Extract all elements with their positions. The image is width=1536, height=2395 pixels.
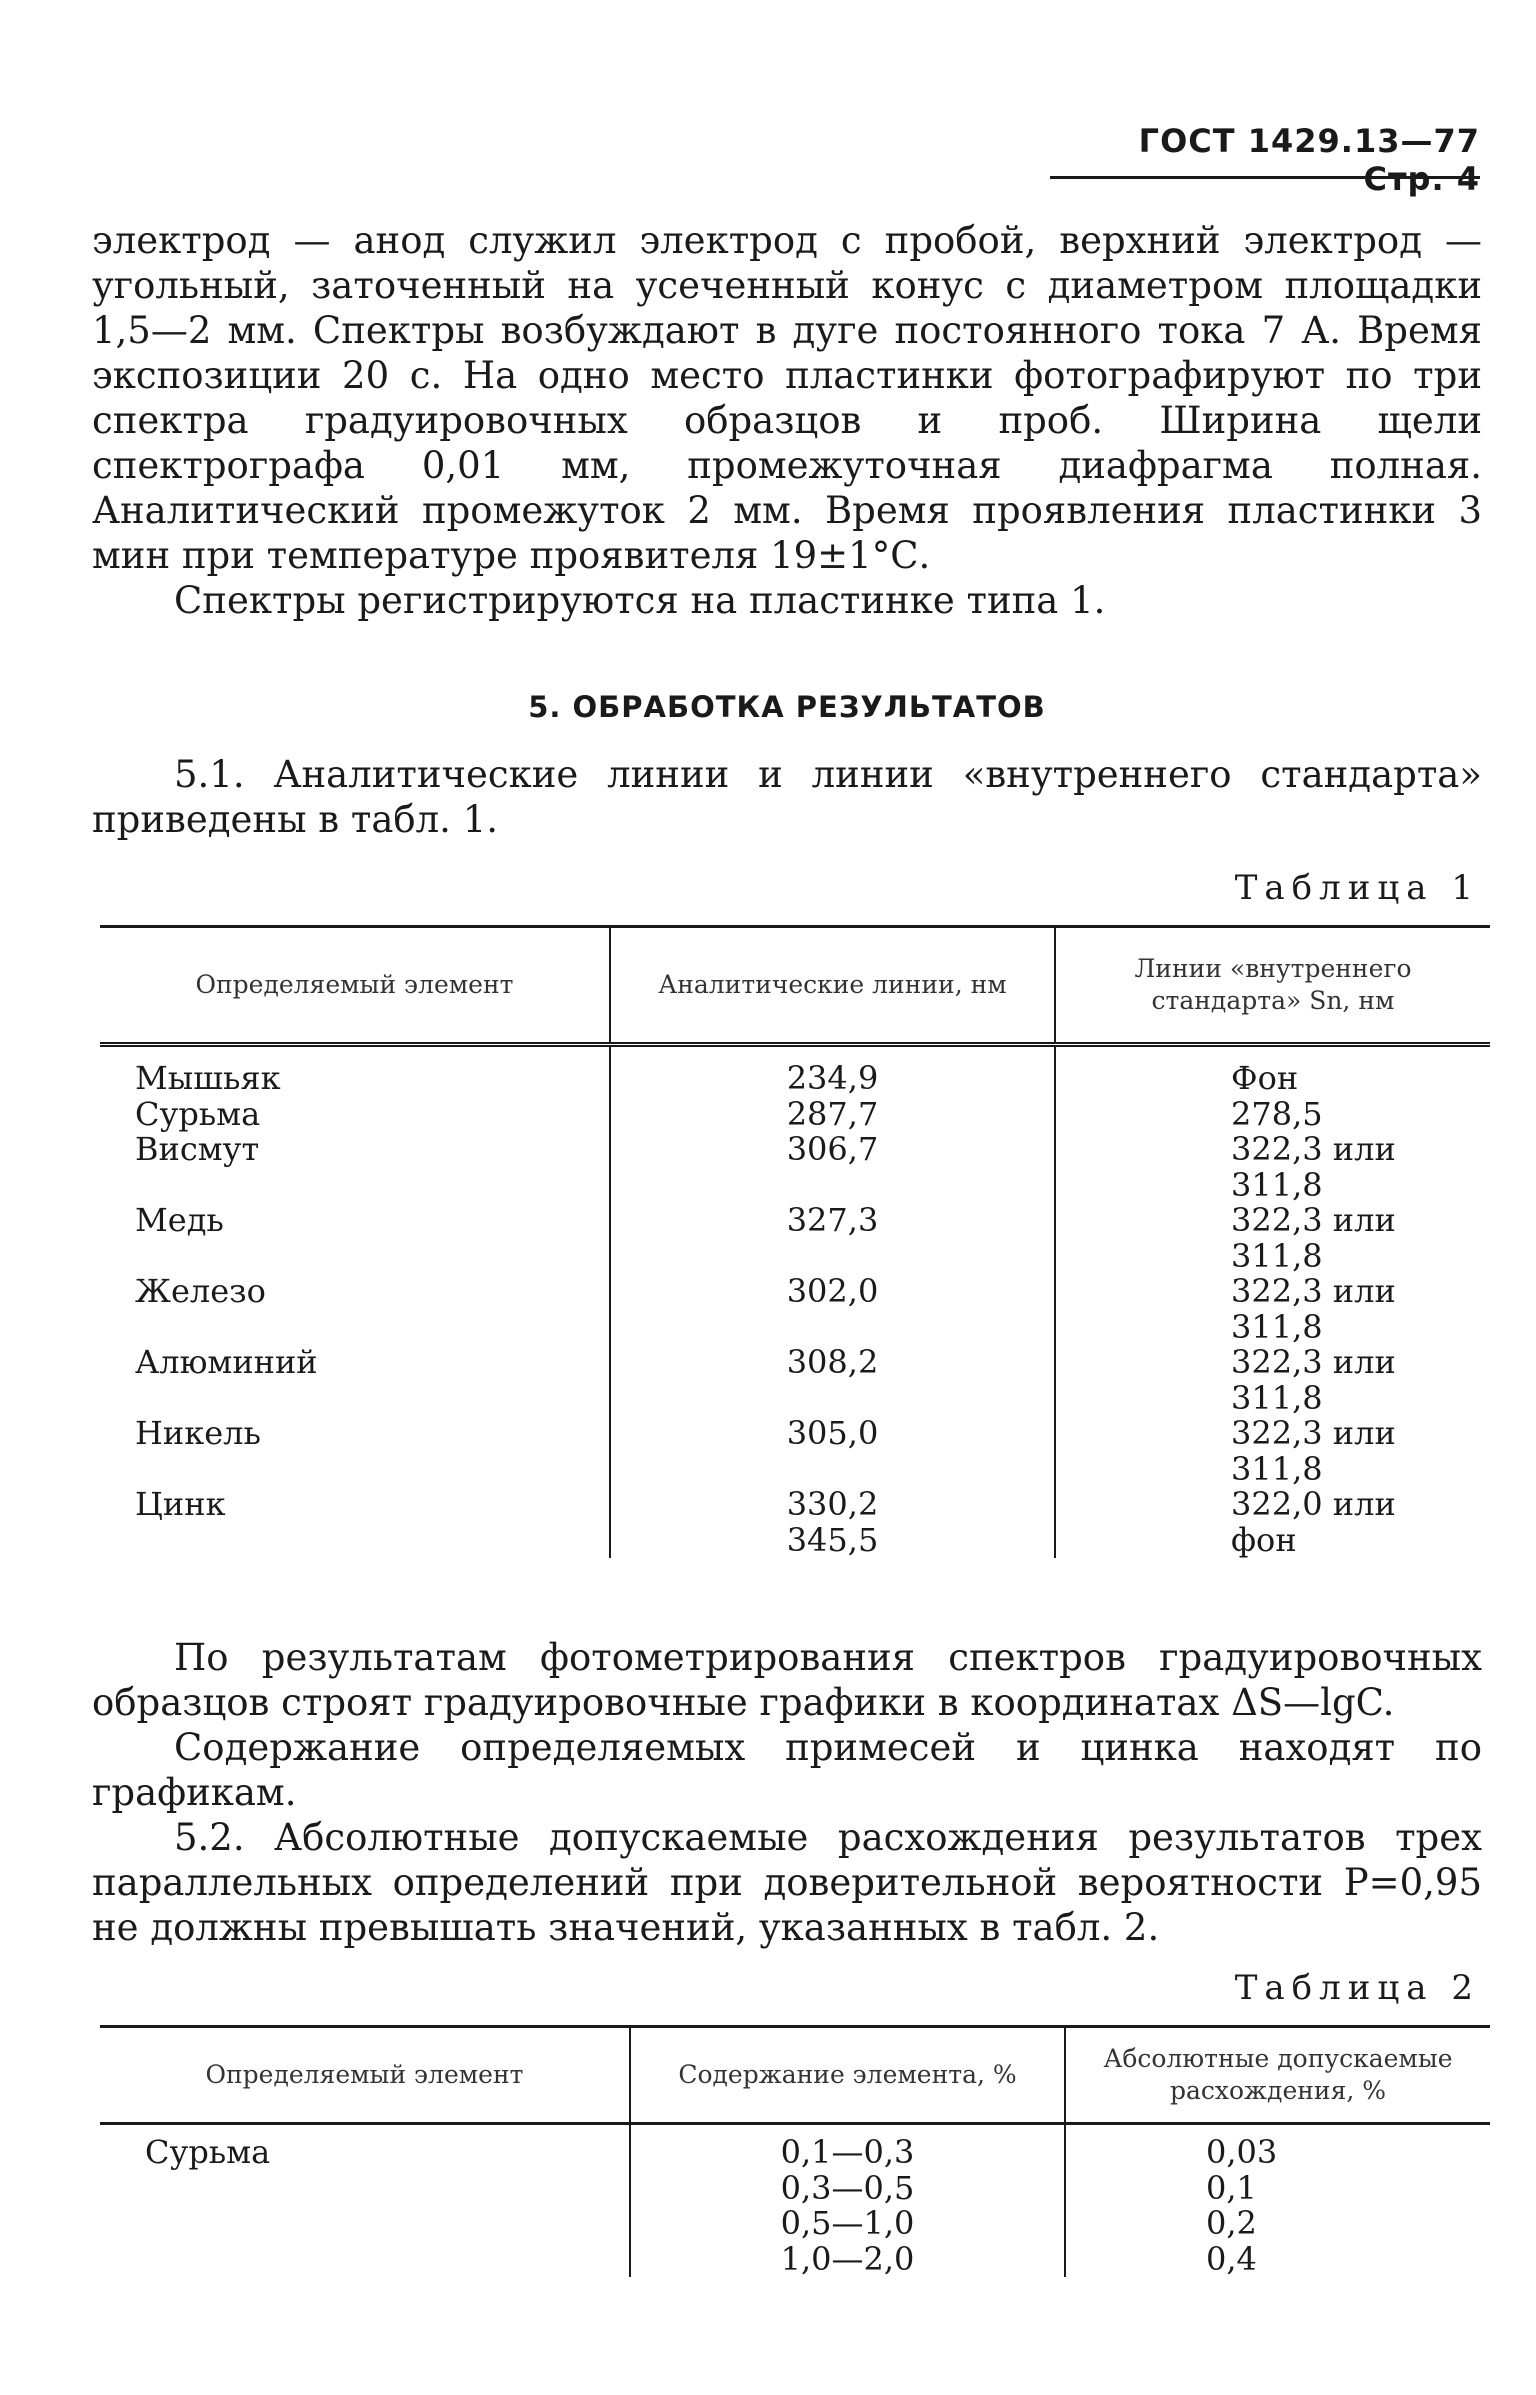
table-1-header-element: Определяемый элемент <box>195 970 514 999</box>
internal-standard-line: 322,3 или 311,8 <box>1055 1132 1490 1203</box>
table-1-caption: Таблица 1 <box>1234 868 1480 908</box>
table-1-header <box>100 927 1490 1045</box>
internal-standard-line: 278,5 <box>1055 1097 1490 1133</box>
analytical-line: 306,7 <box>610 1132 1055 1203</box>
element-name: Висмут <box>135 1130 260 1168</box>
table-row <box>100 1132 1490 1203</box>
analytical-line: 302,0 <box>610 1274 1055 1345</box>
element-name: Железо <box>135 1272 266 1310</box>
analytical-line: 327,3 <box>610 1203 1055 1274</box>
internal-standard-line: 322,3 или 311,8 <box>1055 1203 1490 1274</box>
element-name: Медь <box>135 1201 224 1239</box>
intro-block <box>92 218 1482 623</box>
internal-standard-line: 322,3 или 311,8 <box>1055 1416 1490 1487</box>
analytical-line: 234,9 <box>610 1045 1055 1097</box>
intro-paragraph-2: Спектры регистрируются на пластинке типа 1. <box>174 579 1106 622</box>
paragraph-content: Содержание определяемых примесей и цинка находят по графикам. <box>92 1726 1482 1814</box>
analytical-line: 305,0 <box>610 1416 1055 1487</box>
table-row <box>100 1045 1490 1097</box>
analytical-line: 330,2 345,5 <box>610 1487 1055 1558</box>
internal-standard-line: Фон <box>1055 1045 1490 1097</box>
internal-standard-line: 322,3 или 311,8 <box>1055 1274 1490 1345</box>
tolerance-value: 0,03 0,1 0,2 0,4 <box>1065 2124 1490 2278</box>
table-row <box>100 2124 1490 2278</box>
paragraph-calibration: По результатам фотометрирования спектров градуировочных образцов строят градуировочные графики в координатах ΔS—lgC. <box>92 1636 1482 1724</box>
after-table-1 <box>92 1635 1482 1950</box>
table-row <box>100 1345 1490 1416</box>
paragraph-5-2: 5.2. Абсолютные допускаемые расхождения результатов трех параллельных определений при доверительной вероятности P=0,95 не должны превышать значений, указанных в табл. 2. <box>92 1816 1482 1949</box>
analytical-line: 287,7 <box>610 1097 1055 1133</box>
table-row <box>100 1274 1490 1345</box>
analytical-line: 308,2 <box>610 1345 1055 1416</box>
table-1-header-lines: Аналитические линии, нм <box>610 927 1055 1045</box>
table-row <box>100 1203 1490 1274</box>
internal-standard-line: 322,3 или 311,8 <box>1055 1345 1490 1416</box>
element-name: Сурьма <box>135 1094 261 1133</box>
paragraph-5-1: 5.1. Аналитические линии и линии «внутреннего стандарта» приведены в табл. 1. <box>92 753 1482 841</box>
table-2-header-element: Определяемый элемент <box>205 2060 524 2089</box>
element-content-range: 0,1—0,3 0,3—0,5 0,5—1,0 1,0—2,0 <box>630 2124 1065 2278</box>
element-name: Мышьяк <box>135 1059 281 1097</box>
section-title: 5. ОБРАБОТКА РЕЗУЛЬТАТОВ <box>528 690 1046 724</box>
table-2-header-content: Содержание элемента, % <box>630 2027 1065 2124</box>
table-2-header-tolerance: Абсолютные допускаемые расхождения, % <box>1065 2027 1490 2124</box>
table-2-caption: Таблица 2 <box>1234 1968 1480 2008</box>
header-rule <box>1050 176 1480 179</box>
table-2 <box>100 2025 1490 2277</box>
table-1 <box>100 925 1490 1558</box>
element-name: Алюминий <box>135 1343 318 1381</box>
table-row <box>100 1416 1490 1487</box>
table-row <box>100 1487 1490 1558</box>
intro-paragraph: электрод — анод служил электрод с пробой, верхний электрод — угольный, заточенный на усеченный конус с диаметром площадки 1,5—2 мм. Спектры возбуждают в дуге постоянного тока 7 А. Время экспозиции 20 с. На одно место пластинки фотографируют по три спектра градуировочных образцов и проб. Ширина щели спектрографа 0,01 мм, промежуточная диафрагма полная. Аналитический промежуток 2 мм. Время проявления пластинки 3 мин при температуре проявителя 19±1°С. <box>92 219 1482 577</box>
internal-standard-line: 322,0 или фон <box>1055 1487 1490 1558</box>
element-name: Цинк <box>135 1485 226 1523</box>
page-header: ГОСТ 1429.13—77 Стр. 4 <box>1138 122 1480 198</box>
table-1-header-standard: Линии «внутреннего стандарта» Sn, нм <box>1055 927 1490 1045</box>
table-2-header <box>100 2027 1490 2124</box>
element-name: Никель <box>135 1414 261 1452</box>
section-5-1 <box>92 752 1482 842</box>
element-name: Сурьма <box>145 2133 271 2171</box>
table-row <box>100 1097 1490 1133</box>
